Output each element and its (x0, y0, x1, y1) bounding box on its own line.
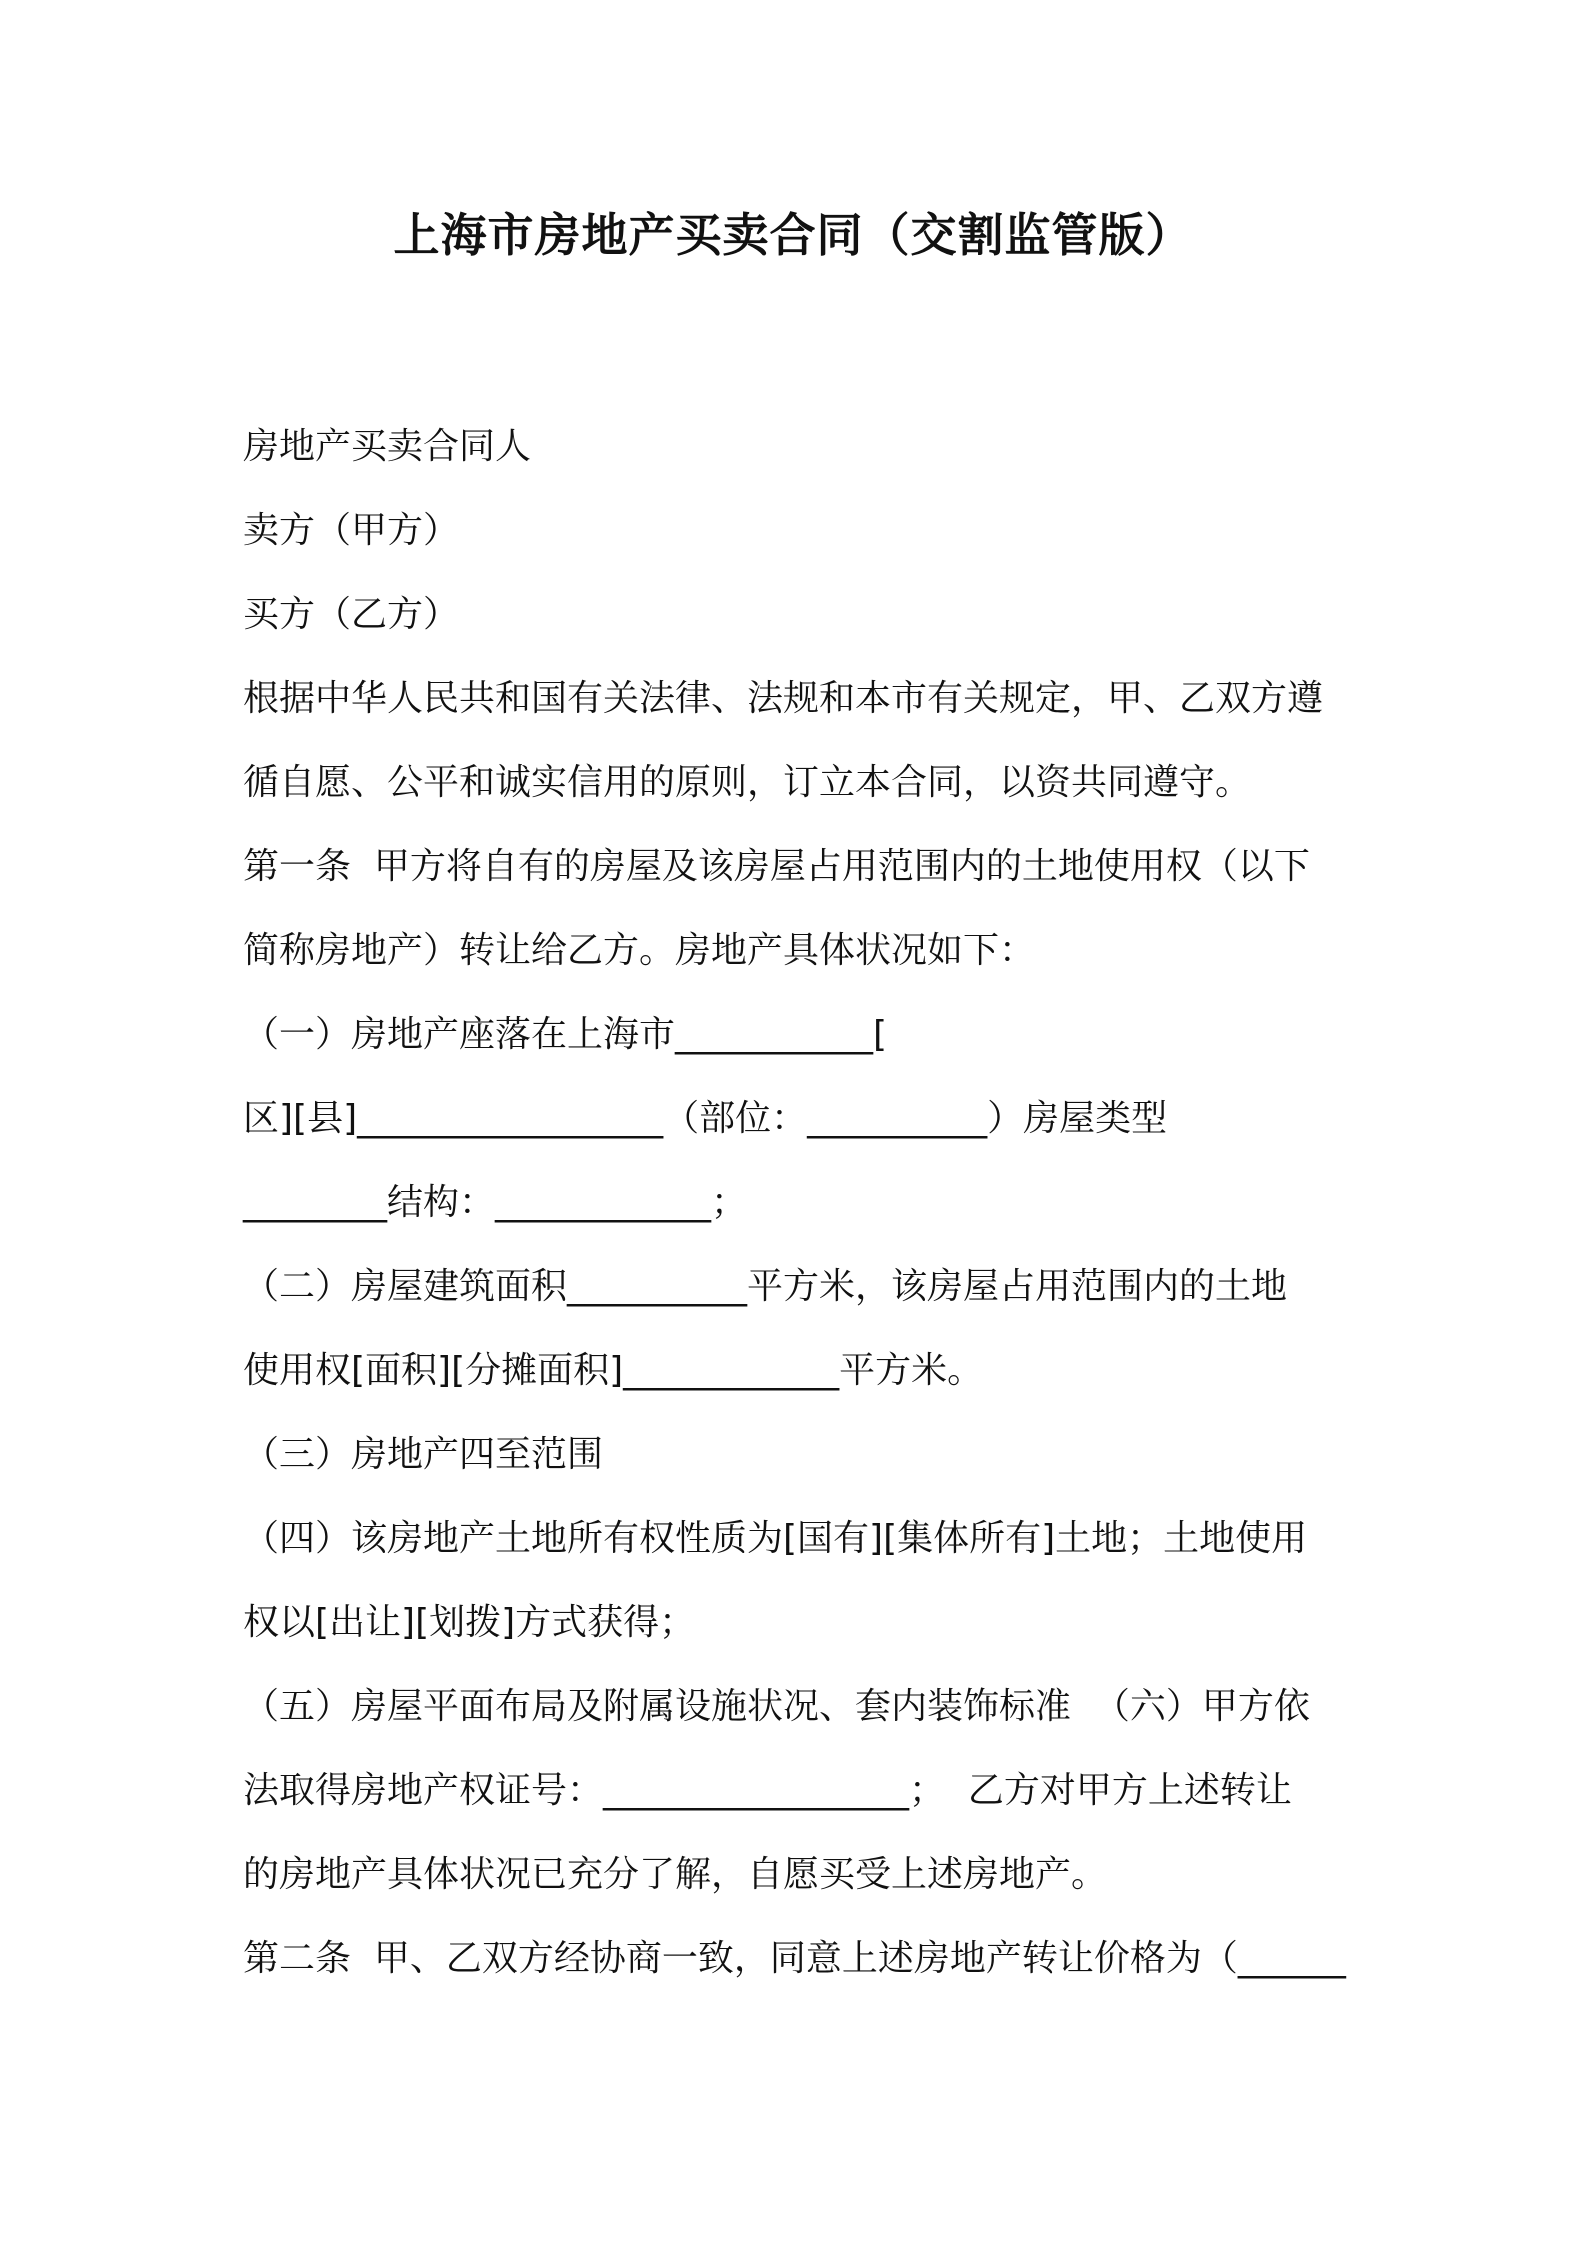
text-line: 使用权[面积][分摊面积]____________平方米。 (243, 1350, 984, 1391)
text-line: 第二条 甲、乙双方经协商一致，同意上述房地产转让价格为（______ (243, 1938, 1346, 1979)
text-line: 区][县]_________________（部位：__________）房屋类型 (243, 1098, 1168, 1139)
text-line: 第一条 甲方将自有的房屋及该房屋占用范围内的土地使用权（以下 (243, 846, 1310, 887)
text-line: 卖方（甲方） (243, 510, 460, 551)
text-line: 房地产买卖合同人 (243, 426, 532, 467)
text-line: （五）房屋平面布局及附属设施状况、套内装饰标准 （六）甲方依 (243, 1686, 1310, 1727)
text-line: 买方（乙方） (243, 594, 460, 635)
text-line: 根据中华人民共和国有关法律、法规和本市有关规定，甲、乙双方遵 (243, 678, 1324, 719)
text-line: 权以[出让][划拨]方式获得； (243, 1602, 696, 1643)
text-line: （一）房地产座落在上海市___________[ (243, 1014, 888, 1055)
text-line: 法取得房地产权证号：_________________； 乙方对甲方上述转让 (243, 1770, 1292, 1811)
contract-body (243, 405, 1363, 2001)
text-line: 循自愿、公平和诚实信用的原则，订立本合同，以资共同遵守。 (243, 762, 1252, 803)
text-line: （三）房地产四至范围 (243, 1434, 604, 1475)
text-line: （四）该房地产土地所有权性质为[国有][集体所有]土地；土地使用 (243, 1518, 1308, 1559)
text-line: 简称房地产）转让给乙方。房地产具体状况如下： (243, 930, 1036, 971)
page-title: 上海市房地产买卖合同（交割监管版） (393, 208, 1193, 262)
text-line: 的房地产具体状况已充分了解，自愿买受上述房地产。 (243, 1854, 1108, 1895)
text-line: （二）房屋建筑面积__________平方米，该房屋占用范围内的土地 (243, 1266, 1288, 1307)
text-line: ________结构：____________； (243, 1182, 748, 1223)
